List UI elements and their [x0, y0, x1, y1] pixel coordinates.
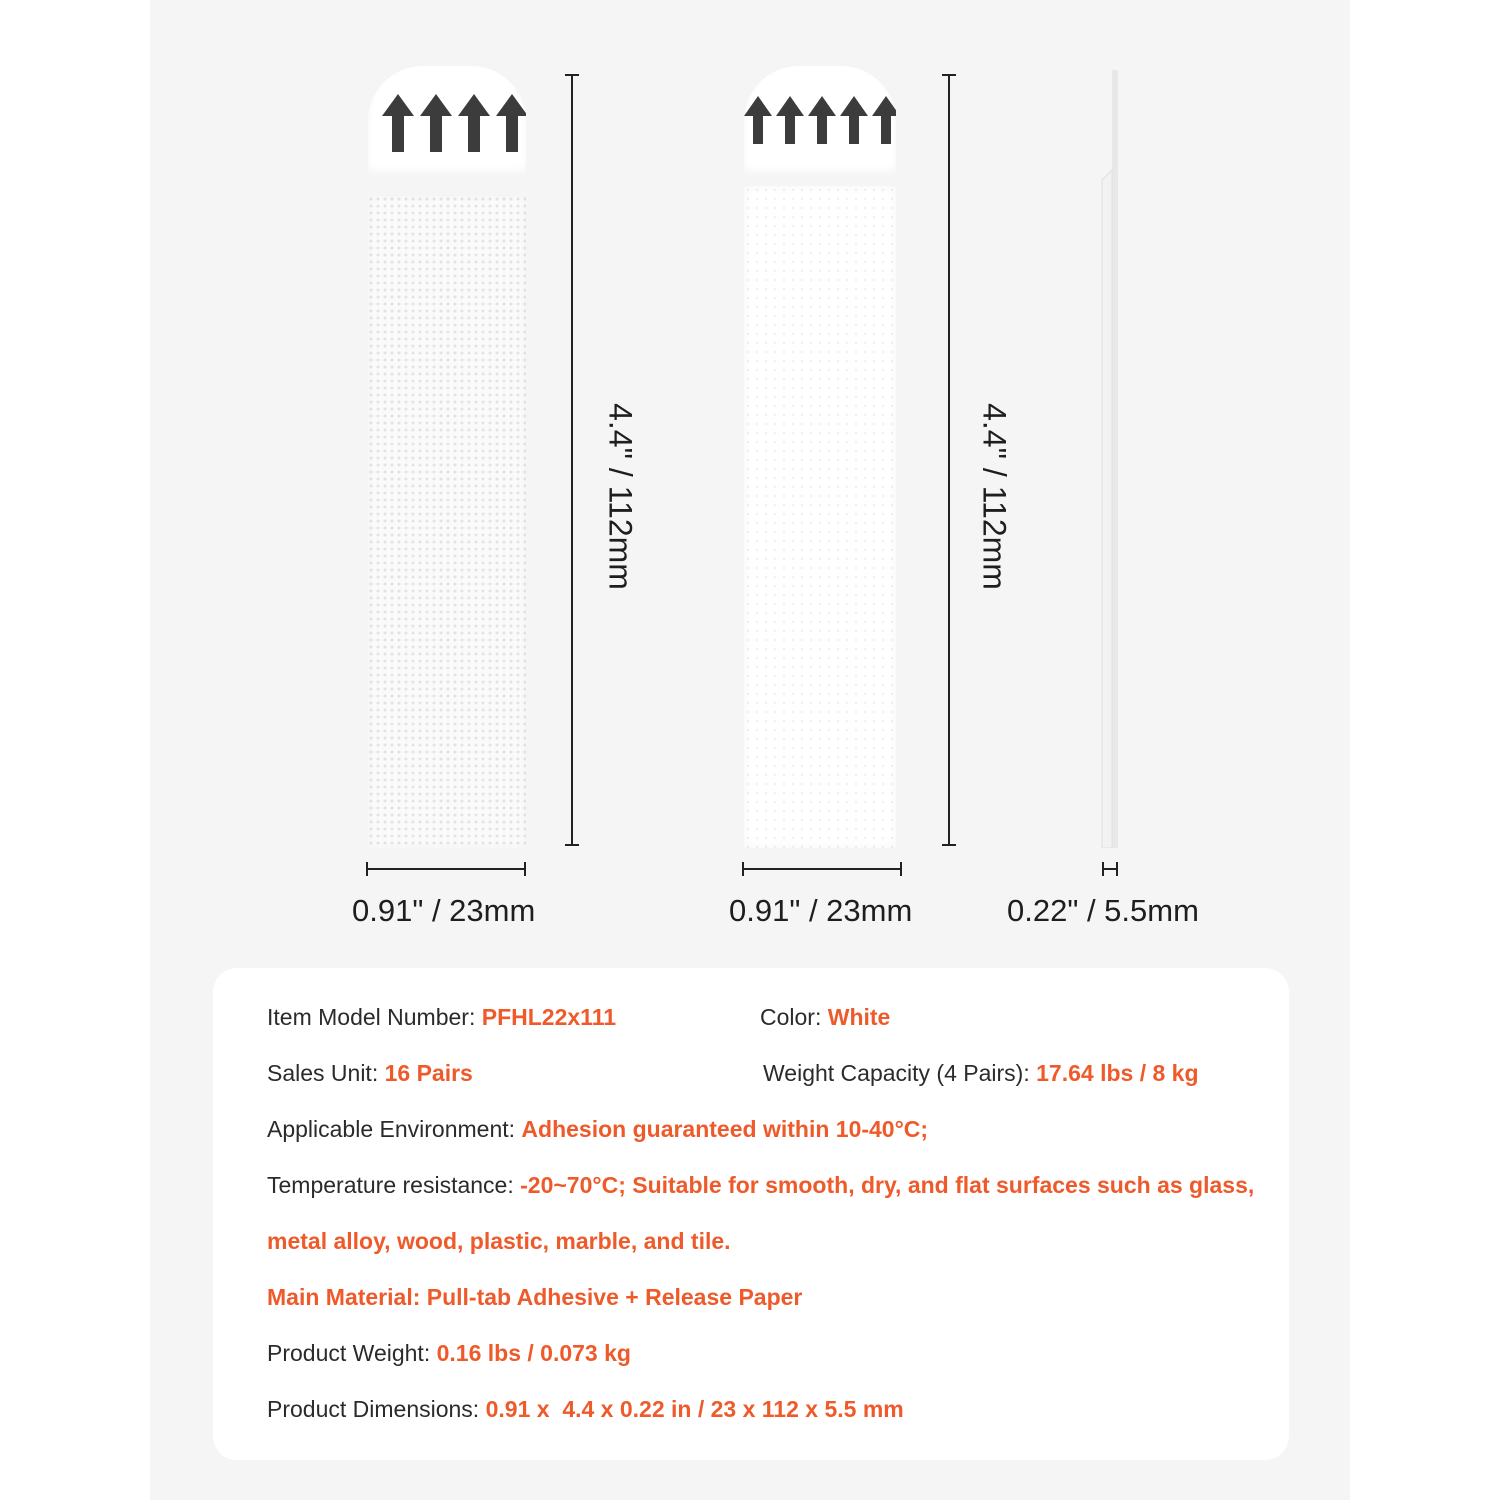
pull-tab [368, 66, 526, 176]
spec-sales-unit: Sales Unit: 16 Pairs [267, 1060, 473, 1086]
length-label-2: 4.4" / 112mm [976, 403, 1013, 590]
width-dimension-line-2 [742, 868, 902, 870]
arrow-up-icons [368, 94, 526, 154]
width-label-2: 0.91" / 23mm [729, 893, 913, 928]
length-dimension-line-1 [571, 74, 573, 846]
spec-material: Main Material: Pull-tab Adhesive + Release Paper [267, 1284, 803, 1310]
spec-temperature-cont: metal alloy, wood, plastic, marble, and tile. [267, 1228, 731, 1254]
specs-card [213, 968, 1289, 1460]
arrow-up-icons [744, 94, 896, 154]
side-profile [1098, 70, 1122, 848]
spec-model: Item Model Number: PFHL22x111 [267, 1004, 617, 1030]
thickness-label: 0.22" / 5.5mm [1007, 893, 1199, 928]
hook-strip [368, 66, 526, 848]
length-label-1: 4.4" / 112mm [602, 403, 639, 590]
width-dimension-line-1 [366, 868, 526, 870]
spec-product-dimensions: Product Dimensions: 0.91 x 4.4 x 0.22 in / 23 x 112 x 5.5 mm [267, 1396, 904, 1422]
loop-fabric [744, 186, 896, 848]
spec-temperature: Temperature resistance: -20~70°C; Suitable for smooth, dry, and flat surfaces such as glass, [267, 1172, 1255, 1198]
length-dimension-line-2 [948, 74, 950, 846]
pull-tab [744, 66, 896, 176]
loop-strip [744, 66, 896, 848]
hook-fabric [368, 196, 526, 848]
spec-environment: Applicable Environment: Adhesion guaranteed within 10-40°C; [267, 1116, 929, 1142]
thickness-dimension-line [1102, 868, 1118, 870]
width-label-1: 0.91" / 23mm [352, 893, 536, 928]
spec-color: Color: White [760, 1004, 891, 1030]
spec-weight-capacity: Weight Capacity (4 Pairs): 17.64 lbs / 8 kg [763, 1060, 1199, 1086]
spec-product-weight: Product Weight: 0.16 lbs / 0.073 kg [267, 1340, 631, 1366]
